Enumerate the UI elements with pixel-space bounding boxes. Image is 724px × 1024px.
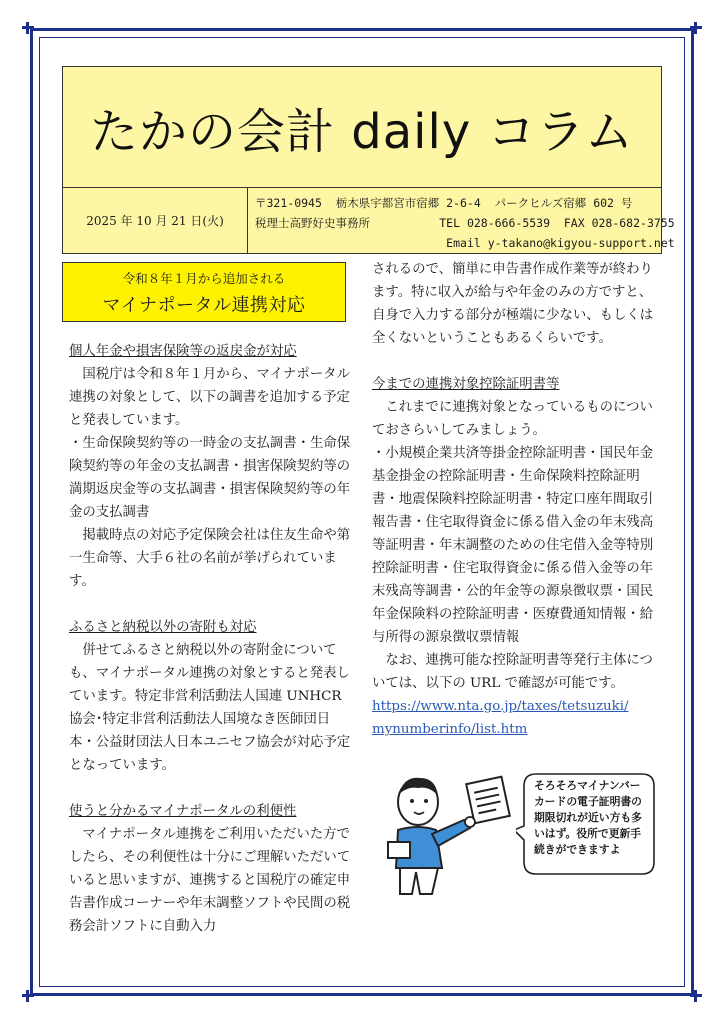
speech-bubble xyxy=(516,770,658,878)
section-heading: 今までの連携対象控除証明書等 xyxy=(372,377,560,392)
article-column-right xyxy=(372,258,658,741)
office-info xyxy=(255,193,675,253)
topic-badge-subtitle: 令和８年１月から追加される xyxy=(122,271,286,286)
paragraph: 併せてふるさと納税以外の寄附金についても、マイナポータル連携の対象とすると発表しています。特定非営利活動法人国連 UNHCR 協会･特定非営利活動法人国境なき医師団日本・公益財団法人日本ユニセフ協会が対応予定となっています。 xyxy=(69,643,351,773)
issue-date: 2025 年 10 月 21 日(火) xyxy=(86,213,224,228)
corner-ornament-icon xyxy=(22,22,34,34)
speech-bubble-text: そろそろマイナンバーカードの電子証明書の期限切れが近い方も多いはず。役所で更新手続きができますよ xyxy=(534,779,642,856)
corner-ornament-icon xyxy=(22,990,34,1002)
paragraph: 国税庁は令和８年１月から、マイナポータル連携の対象として、以下の調書を追加する予定と発表しています。 xyxy=(69,367,350,428)
url-line[interactable]: https://www.nta.go.jp/taxes/tetsuzuki/ xyxy=(372,699,629,714)
office-email[interactable]: Email y-takano@kigyou-support.net xyxy=(446,236,675,250)
topic-badge-title: マイナポータル連携対応 xyxy=(102,295,306,316)
paragraph: 掲載時点の対応予定保険会社は住友生命や第一生命等、大手６社の名前が挙げられています。 xyxy=(69,528,351,589)
url-line[interactable]: mynumberinfo/list.htm xyxy=(372,722,528,737)
paragraph: されるので、簡単に申告書作成作業等が終わります。特に収入が給与や年金のみの方ですと、自身で入力する部分が極端に少ない、もしくは全くないということもあるくらいです。 xyxy=(372,262,654,346)
office-contact-row xyxy=(255,213,675,233)
header-divider-vertical xyxy=(247,187,248,253)
paragraph: ・生命保険契約等の一時金の支払調書・生命保険契約等の年金の支払調書・損害保険契約等の満期返戻金等の支払調書・損害保険契約等の年金の支払調書 xyxy=(69,436,351,520)
man-holding-document-icon xyxy=(386,768,516,900)
corner-ornament-icon xyxy=(690,22,702,34)
paragraph: なお、連携可能な控除証明書等発行主体については、以下の URL で確認が可能です。 xyxy=(372,653,653,691)
reference-link[interactable] xyxy=(372,695,658,741)
paragraph: ・小規模企業共済等掛金控除証明書・国民年金基金掛金の控除証明書・生命保険料控除証明書・地震保険料控除証明書・特定口座年間取引報告書・住宅取得資金に係る借入金の年末残高等証明書・年末調整のための住宅借入金等特別控除証明書・住宅取得資金に係る借入金等の年末残高等調書・公的年金等の源泉徴収票・国民年金保険料の控除証明書・医療費通知情報・給与所得の源泉徴収票情報 xyxy=(372,446,654,645)
office-name: 税理士高野好史事務所 xyxy=(255,216,370,230)
section-heading: 使うと分かるマイナポータルの利便性 xyxy=(69,804,297,819)
paragraph: これまでに連携対象となっているものについておさらいしてみましょう。 xyxy=(372,400,653,438)
paragraph: マイナポータル連携をご利用いただいた方でしたら、その利便性は十分にご理解いただいていると思いますが、連携すると国税庁の確定申告書作成コーナーや年末調整ソフトや民間の税務会計ソフトに自動入力 xyxy=(69,827,351,934)
topic-badge xyxy=(62,262,346,322)
section-heading: ふるさと納税以外の寄附も対応 xyxy=(69,620,257,635)
office-address: 〒321-0945 栃木県宇都宮市宿郷 2-6-4 パークヒルズ宿郷 602 号 xyxy=(255,196,633,210)
office-phone-fax: TEL 028-666-5539 FAX 028-682-3755 xyxy=(439,216,675,230)
section-heading: 個人年金や損害保険等の返戻金が対応 xyxy=(69,344,297,359)
newsletter-header xyxy=(62,66,675,254)
page-title: たかの会計 daily コラム xyxy=(90,103,634,160)
corner-ornament-icon xyxy=(690,990,702,1002)
article-column-left xyxy=(69,340,352,938)
